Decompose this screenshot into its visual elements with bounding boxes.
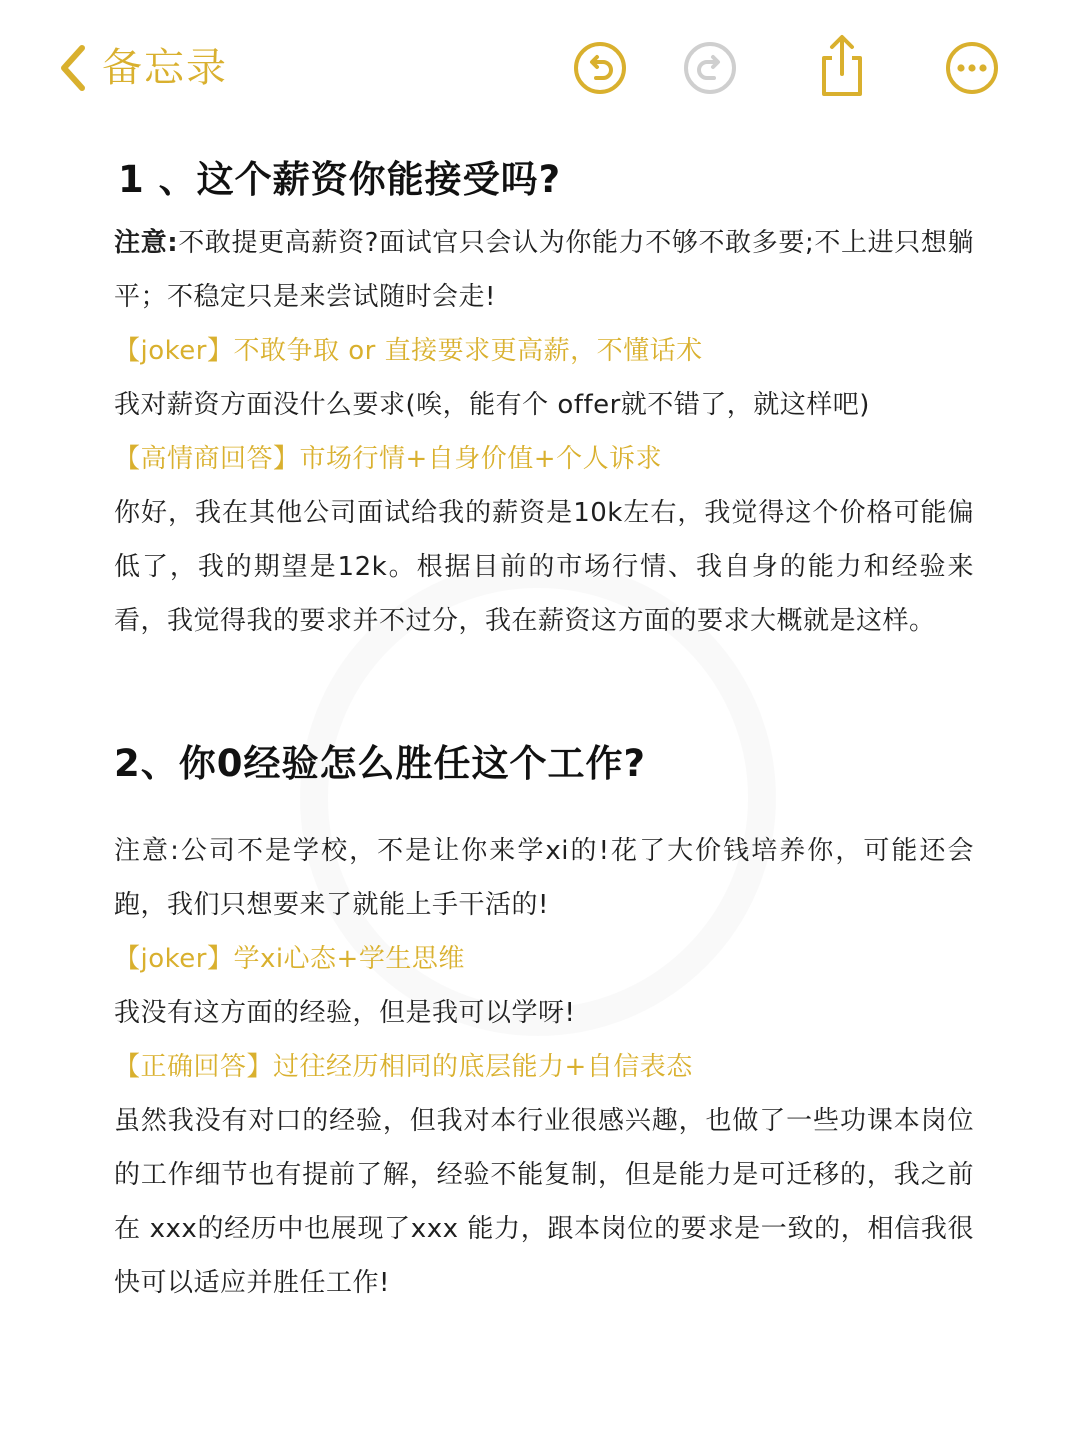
more-button[interactable]: [942, 38, 1002, 98]
undo-button[interactable]: [570, 38, 630, 98]
section1-notice: [114, 216, 974, 324]
section2-notice: 注意:公司不是学校，不是让你来学xi的!花了大价钱培养你，可能还会跑，我们只想要来了就能上手干活的!: [114, 836, 974, 920]
navigation-bar: [0, 0, 1080, 130]
section1-joker-tag: 【joker】不敢争取 or 直接要求更高薪，不懂话术: [114, 336, 703, 366]
section2-joker-tag: 【joker】学xi心态+学生思维: [114, 944, 465, 974]
section2-heading: 2、你0经验怎么胜任这个工作?: [114, 742, 646, 785]
section1-good-answer: 你好，我在其他公司面试给我的薪资是10k左右，我觉得这个价格可能偏低了，我的期望是12k。根据目前的市场行情、我自身的能力和经验来看，我觉得我的要求并不过分，我在薪资这方面的要求大概就是这样。: [114, 498, 974, 636]
share-button[interactable]: [812, 32, 872, 92]
section1-good-tag: 【高情商回答】市场行情+自身价值+个人诉求: [114, 444, 663, 474]
section1-joker-answer: 我对薪资方面没什么要求(唉，能有个 offer就不错了，就这样吧): [114, 390, 870, 420]
section1-notice-label: 注意:: [114, 228, 179, 258]
section2-good-tag: 【正确回答】过往经历相同的底层能力+自信表态: [114, 1052, 693, 1082]
note-body[interactable]: [114, 150, 974, 1310]
share-icon: [812, 32, 872, 98]
section1-heading: 1 、这个薪资你能接受吗?: [118, 158, 562, 201]
back-button[interactable]: [58, 38, 228, 98]
more-icon: [942, 38, 1002, 98]
redo-button[interactable]: [680, 38, 740, 98]
section1-notice-text: 不敢提更高薪资?面试官只会认为你能力不够不敢多要;不上进只想躺平；不稳定只是来尝试随时会走!: [114, 228, 975, 312]
redo-icon: [680, 38, 740, 98]
undo-icon: [570, 38, 630, 98]
chevron-left-icon: [58, 44, 88, 92]
section2-joker-answer: 我没有这方面的经验，但是我可以学呀!: [114, 998, 576, 1028]
back-label: 备忘录: [102, 45, 228, 91]
section2-good-answer: 虽然我没有对口的经验，但我对本行业很感兴趣，也做了一些功课本岗位的工作细节也有提前了解，经验不能复制，但是能力是可迁移的，我之前在 xxx的经历中也展现了xxx 能力，跟本岗位的要求是一致的，相信我很快可以适应并胜任工作!: [114, 1106, 974, 1298]
